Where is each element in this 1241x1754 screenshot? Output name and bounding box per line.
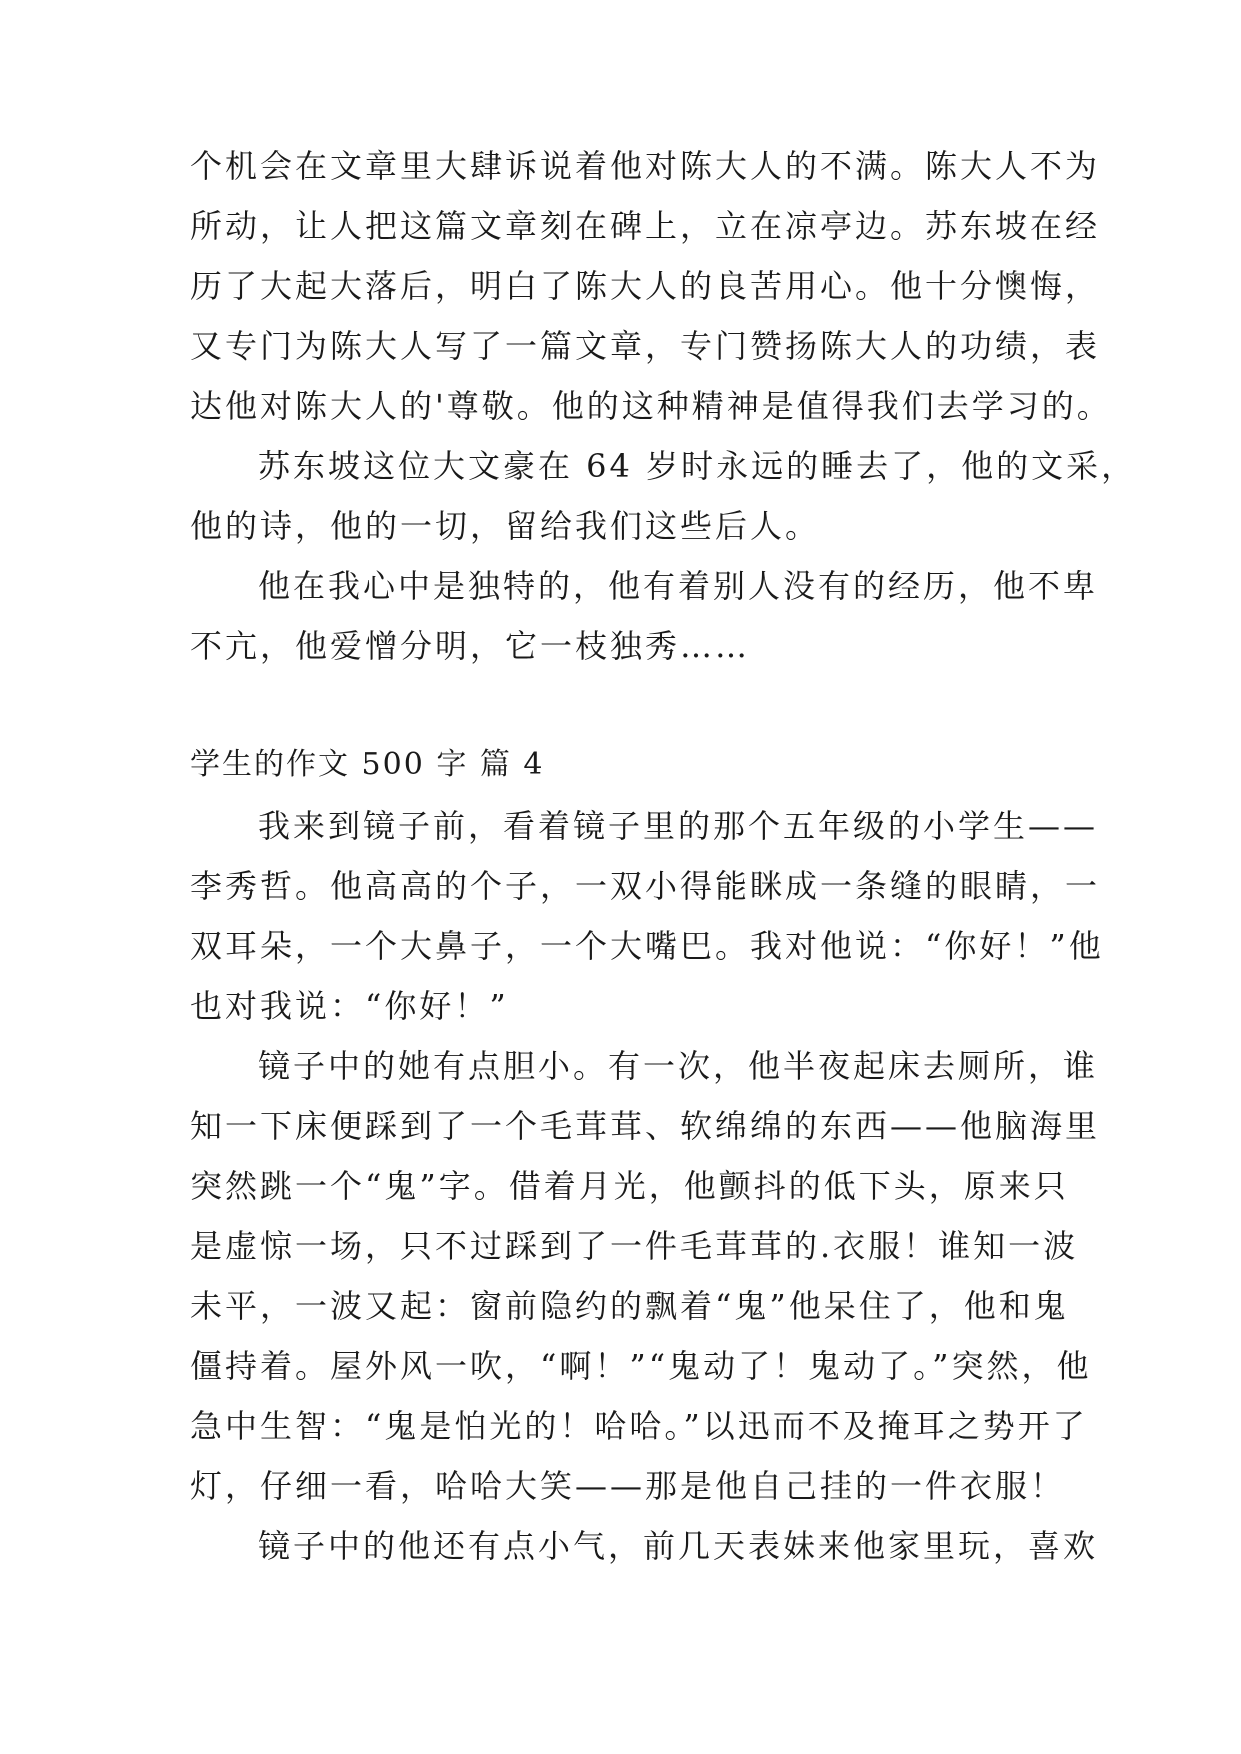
text-line: 也对我说：“你好！” <box>190 987 509 1025</box>
text-line: 又专门为陈大人写了一篇文章，专门赞扬陈大人的功绩，表 <box>190 327 1101 365</box>
text-line: 灯，仔细一看，哈哈大笑——那是他自己挂的一件衣服！ <box>190 1467 1066 1505</box>
text-line: 不亢，他爱憎分明，它一枝独秀…… <box>190 627 751 665</box>
text-line: 达他对陈大人的'尊敬。他的这种精神是值得我们去学习的。 <box>190 387 1112 425</box>
text-line: 他在我心中是独特的，他有着别人没有的经历，他不卑 <box>258 567 1099 605</box>
text-line: 历了大起大落后，明白了陈大人的良苦用心。他十分懊悔， <box>190 267 1101 305</box>
text-line: 未平，一波又起：窗前隐约的飘着“鬼”他呆住了，他和鬼 <box>190 1287 1069 1325</box>
text-line: 我来到镜子前，看着镜子里的那个五年级的小学生—— <box>258 807 1099 845</box>
text-line: 急中生智：“鬼是怕光的！哈哈。”以迅而不及掩耳之势开了 <box>190 1407 1088 1445</box>
text-line: 所动，让人把这篇文章刻在碑上，立在凉亭边。苏东坡在经 <box>190 207 1101 245</box>
text-line: 知一下床便踩到了一个毛茸茸、软绵绵的东西——他脑海里 <box>190 1107 1101 1145</box>
text-line: 他的诗，他的一切，留给我们这些后人。 <box>190 507 821 545</box>
text-line: 镜子中的他还有点小气，前几天表妹来他家里玩，喜欢 <box>258 1527 1099 1565</box>
text-line: 突然跳一个“鬼”字。借着月光，他颤抖的低下头，原来只 <box>190 1167 1069 1205</box>
text-line: 个机会在文章里大肆诉说着他对陈大人的不满。陈大人不为 <box>190 147 1101 185</box>
text-line: 李秀哲。他高高的个子，一双小得能眯成一条缝的眼睛，一 <box>190 867 1101 905</box>
section-heading: 学生的作文 500 字 篇 4 <box>190 747 545 782</box>
text-line: 镜子中的她有点胆小。有一次，他半夜起床去厕所，谁 <box>258 1047 1099 1085</box>
text-line: 双耳朵，一个大鼻子，一个大嘴巴。我对他说：“你好！”他 <box>190 927 1104 965</box>
text-line: 僵持着。屋外风一吹，“啊！”“鬼动了！鬼动了。”突然，他 <box>190 1347 1092 1385</box>
text-line: 是虚惊一场，只不过踩到了一件毛茸茸的.衣服！谁知一波 <box>190 1227 1079 1265</box>
text-line: 苏东坡这位大文豪在 64 岁时永远的睡去了，他的文采， <box>258 447 1137 485</box>
